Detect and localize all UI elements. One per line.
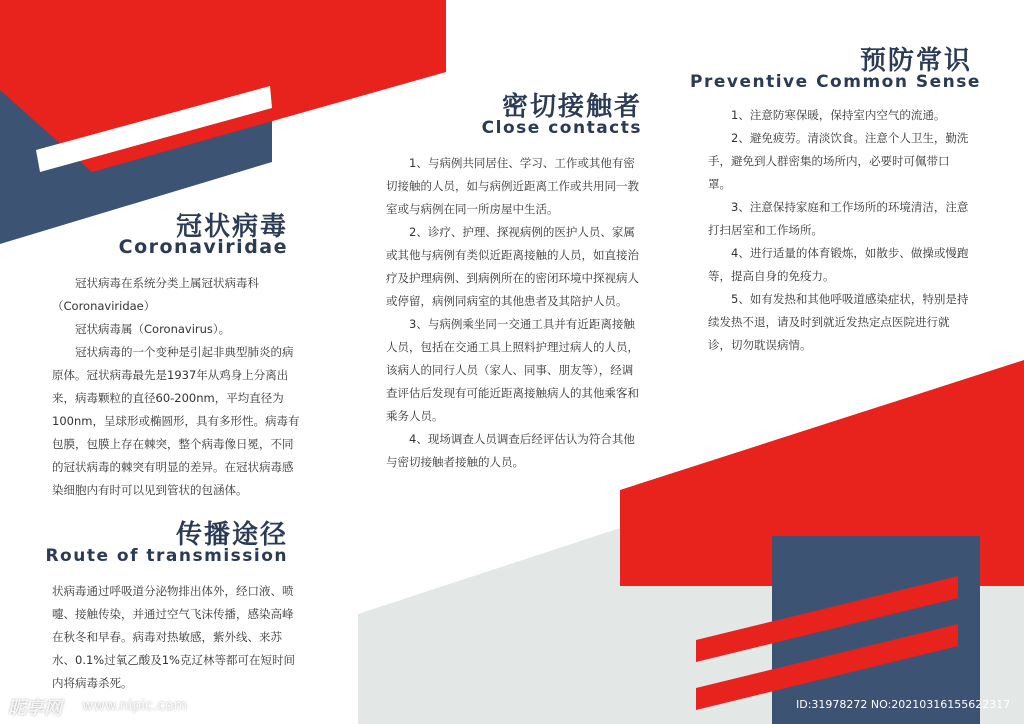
transmission-title-cn: 传播途径 [175, 520, 288, 550]
prevention-paragraph: 4、进行适量的体育锻炼，如散步、做操或慢跑等，提高自身的免疫力。 [708, 246, 969, 283]
close-contacts-body [386, 152, 642, 474]
prevention-paragraph: 1、注意防寒保暖，保持室内空气的流通。 [731, 108, 946, 122]
prevention-body [708, 104, 970, 357]
coronaviridae-title-en: Coronaviridae [118, 236, 288, 258]
transmission-title-en: Route of transmission [45, 546, 288, 566]
close-contacts-paragraph: 4、现场调查人员调查后经评估认为符合其他与密切接触者接触的人员。 [386, 432, 635, 469]
prevention-paragraph: 5、如有发热和其他呼吸道感染症状，特别是持续发热不退，请及时到就近发热定点医院进行就诊，切勿耽误病情。 [708, 292, 969, 352]
close-contacts-title-en: Close contacts [481, 118, 642, 138]
coronaviridae-paragraph: （Coronaviridae） [52, 299, 156, 313]
prevention-title-cn: 预防常识 [859, 46, 972, 76]
prevention-paragraph: 2、避免疲劳。清淡饮食。注意个人卫生，勤洗手，避免到人群密集的场所内，必要时可佩带口罩。 [708, 131, 969, 191]
coronaviridae-paragraph: 冠状病毒属（Coronavirus）。 [75, 322, 231, 336]
close-contacts-title-cn: 密切接触者 [501, 92, 642, 122]
watermark-url: www.nipic.com [82, 698, 188, 714]
watermark-logo: 昵享网 [8, 698, 62, 719]
transmission-paragraph: 状病毒通过呼吸道分泌物排出体外，经口液、喷嚏、接触传染，并通过空气飞沫传播，感染高峰在秋冬和早春。病毒对热敏感，紫外线、来苏水、0.1%过氧乙酸及1%克辽林等都可在短时间内将病毒杀死。 [52, 584, 295, 690]
coronaviridae-paragraph: 冠状病毒在系统分类上属冠状病毒科 [75, 276, 259, 290]
close-contacts-paragraph: 2、诊疗、护理、探视病例的医护人员、家属或其他与病例有类似近距离接触的人员，如直接治疗及护理病例、到病例所在的密闭环境中探视病人或停留，病例同病室的其他患者及其陪护人员。 [386, 225, 639, 308]
prevention-title-en: Preventive Common Sense [690, 72, 981, 92]
close-contacts-paragraph: 1、与病例共同居住、学习、工作或其他有密切接触的人员，如与病例近距离工作或共用同一教室或与病例在同一所房屋中生活。 [386, 156, 639, 216]
watermark-id: ID:31978272 NO:20210316155622317 [796, 698, 1011, 711]
coronaviridae-title-cn: 冠状病毒 [175, 212, 288, 242]
prevention-paragraph: 3、注意保持家庭和工作场所的环境清洁，注意打扫居室和工作场所。 [708, 200, 969, 237]
coronaviridae-paragraph: 冠状病毒的一个变种是引起非典型肺炎的病原体。冠状病毒最先是1937年从鸡身上分离出来，病毒颗粒的直径60-200nm，平均直径为100nm，呈球形或椭圆形，具有多形性。病毒有包膜，包膜上存在棘突，整个病毒像日冕，不同的冠状病毒的棘突有明显的差异。在冠状病毒感染细胞内有时可以见到管状的包涵体。 [52, 345, 300, 497]
close-contacts-paragraph: 3、与病例乘坐同一交通工具并有近距离接触人员，包括在交通工具上照料护理过病人的人员，该病人的同行人员（家人、同事、朋友等），经调查评估后发现有可能近距离接触病人的其他乘客和乘务人员。 [386, 317, 639, 423]
coronaviridae-body [52, 272, 302, 502]
transmission-body [52, 580, 302, 695]
